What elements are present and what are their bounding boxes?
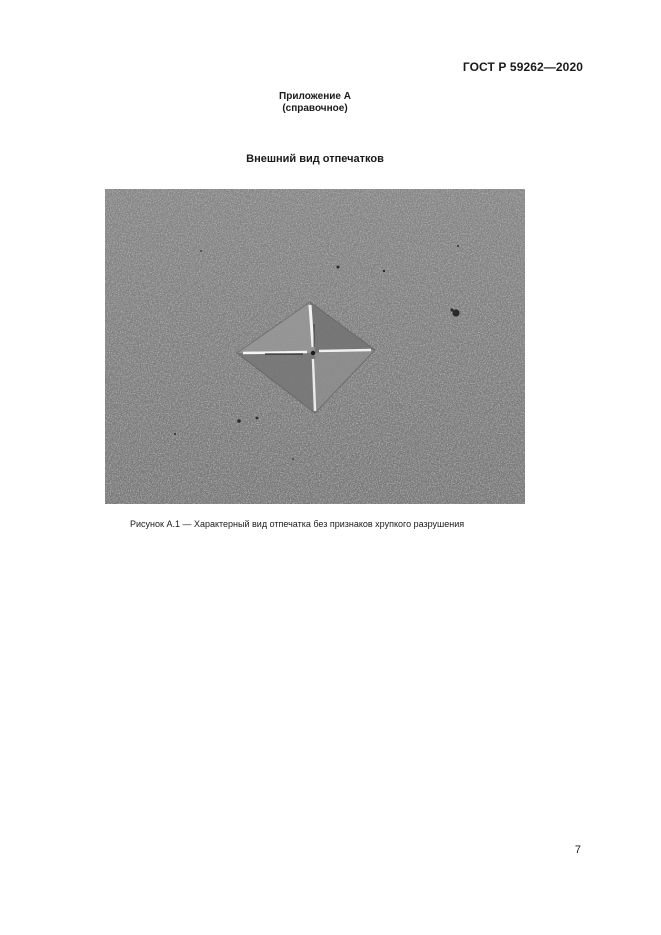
appendix-type: (справочное) xyxy=(282,103,348,114)
standard-number: ГОСТ Р 59262—2020 xyxy=(462,60,583,74)
indentation-photo-svg xyxy=(105,189,525,504)
appendix-title: Приложение А xyxy=(279,91,351,102)
page-number: 7 xyxy=(574,844,581,856)
indentation-photo xyxy=(105,189,525,504)
figure-caption: Рисунок А.1 — Характерный вид отпечатка без признаков хрупкого разрушения xyxy=(130,519,465,529)
section-title: Внешний вид отпечатков xyxy=(246,153,384,165)
appendix-heading xyxy=(0,91,630,115)
